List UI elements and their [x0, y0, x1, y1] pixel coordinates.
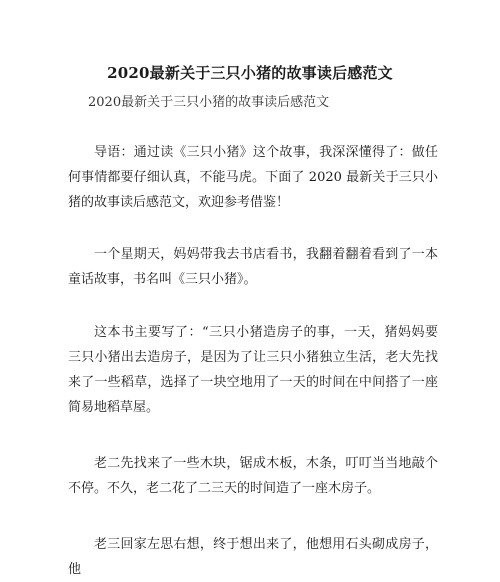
document-title: 2020最新关于三只小猪的故事读后感范文 — [107, 64, 393, 82]
document-subtitle: 2020最新关于三只小猪的故事读后感范文 — [88, 95, 330, 110]
paragraph-3: 这本书主要写了：“三只小猪造房子的事，一天，猪妈妈要三只小猪出去造房子，是因为了让三只小猪独立生活，老大先找来了一些稻草，选择了一块空地用了一天的时间在中间搭了一座简易地稻草屋。 — [68, 325, 438, 415]
paragraph-2: 一个星期天，妈妈带我去书店看书，我翻着翻着看到了一本童话故事，书名叫《三只小猪》。 — [68, 247, 438, 287]
paragraph-4: 老二先找来了一些木块，锯成木板，木条，叮叮当当地敲个不停。不久，老二花了二三天的时间造了一座木房子。 — [68, 456, 438, 496]
paragraph-intro: 导语：通过读《三只小猪》这个故事，我深深懂得了：做任何事情都要仔细认真，不能马虎。下面了 2020 最新关于三只小猪的故事读后感范文，欢迎参考借鉴！ — [68, 145, 438, 210]
paragraph-5: 老三回家左思右想，终于想出来了，他想用石头砌成房子，他 — [68, 537, 438, 577]
